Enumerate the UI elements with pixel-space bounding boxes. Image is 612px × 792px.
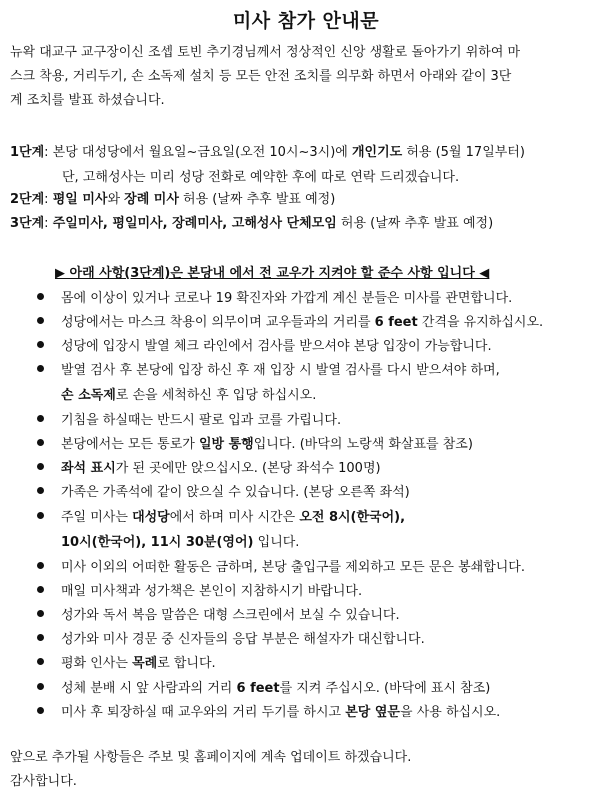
bullet-icon bbox=[37, 658, 44, 665]
rule-text: 성당에 입장시 발열 체크 라인에서 검사를 받으셔야 본당 입장이 가능합니다. bbox=[61, 339, 492, 354]
rule-text: 성체 분배 시 앞 사람과의 거리 6 feet를 지켜 주십시오. (바닥에 표시 참조) bbox=[61, 681, 491, 696]
rule-highlight: 목례 bbox=[132, 656, 158, 671]
rule-continuation: 손 소독제로 손을 세척하신 후 입당 하십시오. bbox=[61, 388, 317, 403]
rule-text: 미사 이외의 어떠한 활동은 금하며, 본당 출입구를 제외하고 모든 문은 봉쇄합니다. bbox=[61, 560, 526, 575]
rule-text: 성가와 미사 경문 중 신자들의 응답 부분은 해설자가 대신합니다. bbox=[61, 632, 425, 647]
step-2-text: : bbox=[44, 192, 53, 207]
step-2-highlight-2: 장례 미사 bbox=[124, 192, 179, 207]
step-3-highlight: 주일미사, 평일미사, 장례미사, 고해성사 단체모임 bbox=[52, 216, 337, 231]
bullet-icon bbox=[37, 512, 44, 519]
rule-highlight: 오전 8시(한국어), bbox=[299, 510, 406, 525]
step-1 bbox=[10, 143, 605, 163]
rule-highlight: 대성당 bbox=[132, 510, 170, 525]
step-2-label: 2단계 bbox=[10, 192, 45, 207]
rule-text: 평화 인사는 목례로 합니다. bbox=[61, 656, 216, 671]
rule-text: 기침을 하실때는 반드시 팔로 입과 코를 가립니다. bbox=[61, 413, 342, 428]
intro-line-1: 뉴왁 대교구 교구장이신 조셉 토빈 추기경님께서 정상적인 신앙 생활로 돌아가기 위하여 마 bbox=[10, 45, 521, 60]
rule-text: 발열 검사 후 본당에 입장 하신 후 재 입장 시 발열 검사를 다시 받으셔야 하며, bbox=[61, 363, 500, 378]
rule-highlight: 손 소독제 bbox=[61, 388, 116, 403]
rule-text: 미사 후 퇴장하실 때 교우와의 거리 두기를 하시고 본당 옆문을 사용 하십시오. bbox=[61, 705, 501, 720]
rules-heading: ▶ 아래 사항(3단계)은 본당내 에서 전 교우가 지켜야 할 준수 사항 입니다 ◀ bbox=[55, 266, 490, 281]
step-1-text: : 본당 대성당에서 월요일~금요일(오전 10시~3시)에 bbox=[44, 145, 352, 160]
bullet-icon bbox=[37, 365, 44, 372]
step-1-highlight: 개인기도 bbox=[352, 145, 403, 160]
rule-highlight: 6 feet bbox=[374, 315, 418, 330]
rule-highlight: 6 feet bbox=[236, 681, 280, 696]
rule-text: 몸에 이상이 있거나 코로나 19 확진자와 가깝게 계신 분들은 미사를 관면합니다. bbox=[61, 291, 513, 306]
rule-highlight: 좌석 표시 bbox=[61, 461, 116, 476]
bullet-icon bbox=[37, 317, 44, 324]
rule-text: 성당에서는 마스크 착용이 의무이며 교우들과의 거리를 6 feet 간격을 유지하십시오. bbox=[61, 315, 544, 330]
step-3-text: : bbox=[44, 216, 53, 231]
rule-text: 좌석 표시가 된 곳에만 앉으십시오. (본당 좌석수 100명) bbox=[61, 461, 381, 476]
bullet-icon bbox=[37, 586, 44, 593]
step-1-label: 1단계 bbox=[10, 145, 45, 160]
step-2-text-end: 허용 (날짜 추후 발표 예정) bbox=[178, 192, 336, 207]
intro-line-3: 계 조치를 발표 하셨습니다. bbox=[10, 93, 165, 108]
closing-line-2: 감사합니다. bbox=[10, 774, 77, 789]
closing-line-1: 앞으로 추가될 사항들은 주보 및 홈페이지에 계속 업데이트 하겠습니다. bbox=[10, 750, 412, 765]
step-1-note: 단, 고해성사는 미리 성당 전화로 예약한 후에 따로 연락 드리겠습니다. bbox=[62, 170, 460, 185]
step-2-highlight-1: 평일 미사 bbox=[52, 192, 108, 207]
rule-continuation: 10시(한국어), 11시 30분(영어) 입니다. bbox=[61, 535, 300, 550]
bullet-icon bbox=[37, 707, 44, 714]
bullet-icon bbox=[37, 439, 44, 446]
rule-text: 매일 미사책과 성가책은 본인이 지참하시기 바랍니다. bbox=[61, 584, 363, 599]
rule-text: 주일 미사는 대성당에서 하며 미사 시간은 오전 8시(한국어), bbox=[61, 510, 406, 525]
bullet-icon bbox=[37, 562, 44, 569]
bullet-icon bbox=[37, 634, 44, 641]
bullet-icon bbox=[37, 610, 44, 617]
step-2-text-mid: 와 bbox=[107, 192, 125, 207]
rule-text: 성가와 독서 복음 말씀은 대형 스크린에서 보실 수 있습니다. bbox=[61, 608, 400, 623]
rule-highlight: 본당 옆문 bbox=[345, 705, 400, 720]
page-title: 미사 참가 안내문 bbox=[232, 10, 380, 32]
intro-paragraph bbox=[10, 41, 600, 113]
bullet-icon bbox=[37, 293, 44, 300]
bullet-icon bbox=[37, 463, 44, 470]
rule-highlight: 10시(한국어), 11시 30분(영어) bbox=[61, 535, 254, 550]
bullet-icon bbox=[37, 341, 44, 348]
step-3 bbox=[10, 214, 605, 234]
bullet-icon bbox=[37, 415, 44, 422]
step-1-text-end: 허용 (5월 17일부터) bbox=[402, 145, 525, 160]
bullet-icon bbox=[37, 683, 44, 690]
rule-text: 본당에서는 모든 통로가 일방 통행입니다. (바닥의 노랑색 화살표를 참조) bbox=[61, 437, 473, 452]
step-3-label: 3단계 bbox=[10, 216, 45, 231]
intro-line-2: 스크 착용, 거리두기, 손 소독제 설치 등 모든 안전 조치를 의무화 하면서 아래와 같이 3단 bbox=[10, 69, 512, 84]
rule-highlight: 일방 통행 bbox=[198, 437, 254, 452]
step-2 bbox=[10, 190, 605, 210]
bullet-icon bbox=[37, 487, 44, 494]
rule-text: 가족은 가족석에 같이 앉으실 수 있습니다. (본당 오른쪽 좌석) bbox=[61, 485, 410, 500]
step-3-text-end: 허용 (날짜 추후 발표 예정) bbox=[336, 216, 494, 231]
